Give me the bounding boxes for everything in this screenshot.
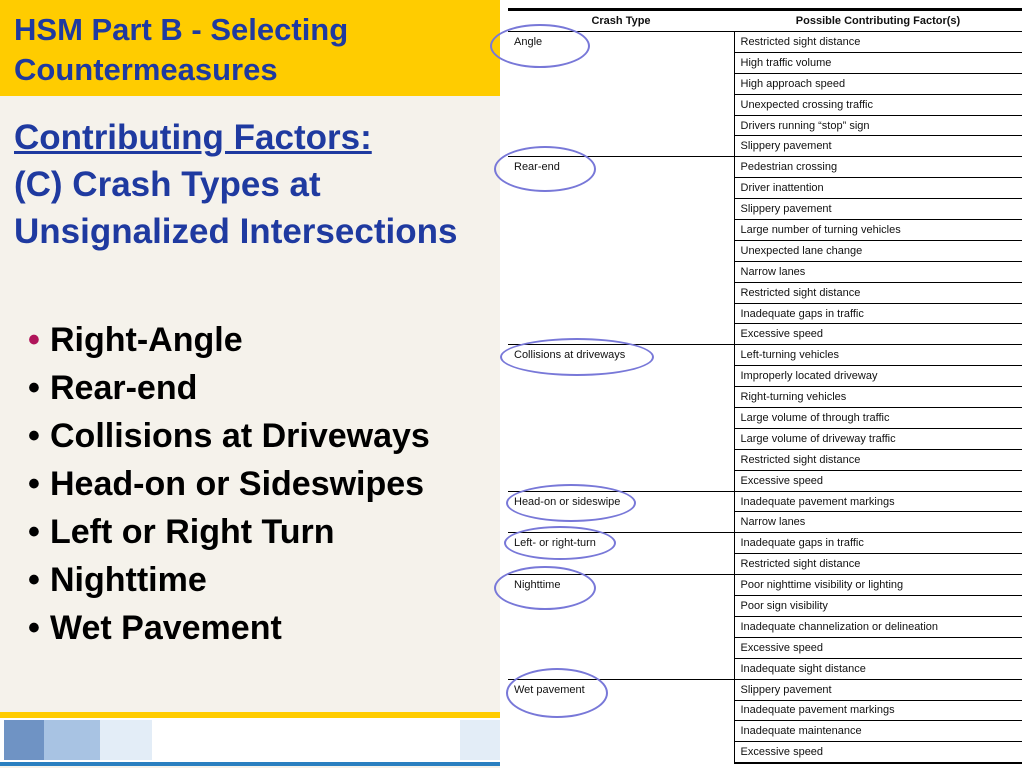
footer-block-dark	[4, 720, 44, 760]
contributing-factor-cell: Excessive speed	[734, 637, 1022, 658]
contributing-factor-cell: Slippery pavement	[734, 136, 1022, 157]
contributing-factor-cell: Excessive speed	[734, 470, 1022, 491]
annotation-circle	[506, 668, 608, 718]
bullet-text: Left or Right Turn	[50, 513, 335, 551]
contributing-factor-cell: Unexpected crossing traffic	[734, 94, 1022, 115]
contributing-factor-cell: Unexpected lane change	[734, 240, 1022, 261]
contributing-factor-cell: Restricted sight distance	[734, 282, 1022, 303]
contributing-factor-cell: Excessive speed	[734, 742, 1022, 763]
contributing-factor-cell: Improperly located driveway	[734, 366, 1022, 387]
slide-heading	[14, 114, 494, 255]
bullet-dot: •	[28, 369, 40, 407]
title-band	[0, 0, 500, 96]
contributing-factor-cell: High traffic volume	[734, 52, 1022, 73]
crash-type-cell: Head-on or sideswipe	[508, 491, 734, 533]
crash-type-cell: Left- or right-turn	[508, 533, 734, 575]
column-header-crash-type: Crash Type	[508, 10, 734, 32]
bullet-item	[28, 316, 430, 364]
contributing-factor-cell: Pedestrian crossing	[734, 157, 1022, 178]
contributing-factor-cell: Poor sign visibility	[734, 596, 1022, 617]
bullet-item	[28, 604, 430, 652]
contributing-factor-cell: Restricted sight distance	[734, 554, 1022, 575]
footer-block-light-right	[460, 720, 500, 760]
footer-blue-line	[0, 762, 500, 766]
heading-underlined: Contributing Factors:	[14, 118, 372, 157]
crash-type-cell: Collisions at driveways	[508, 345, 734, 491]
contributing-factor-cell: Left-turning vehicles	[734, 345, 1022, 366]
bullet-dot: •	[28, 417, 40, 455]
contributing-factor-cell: Inadequate maintenance	[734, 721, 1022, 742]
contributing-factor-cell: Inadequate sight distance	[734, 658, 1022, 679]
slide-title: HSM Part B - Selecting Countermeasures	[14, 12, 349, 87]
bullet-text: Head-on or Sideswipes	[50, 465, 425, 503]
contributing-factor-cell: Right-turning vehicles	[734, 387, 1022, 408]
bullet-item	[28, 556, 430, 604]
bullet-item	[28, 460, 430, 508]
contributing-factor-cell: Narrow lanes	[734, 261, 1022, 282]
crash-type-cell: Angle	[514, 36, 543, 48]
bullet-item	[28, 364, 430, 412]
bullet-text: Collisions at Driveways	[50, 417, 430, 455]
contributing-factor-cell: Inadequate pavement markings	[734, 700, 1022, 721]
bullet-item	[28, 412, 430, 460]
contributing-factor-cell: Driver inattention	[734, 178, 1022, 199]
annotation-circle	[500, 338, 654, 376]
bullet-dot: •	[28, 465, 40, 503]
annotation-circle	[494, 566, 596, 610]
bullet-text: Wet Pavement	[50, 609, 282, 647]
contributing-factor-cell: Large number of turning vehicles	[734, 220, 1022, 241]
crash-type-cell: Rear-end	[508, 157, 734, 345]
contributing-factor-cell: Excessive speed	[734, 324, 1022, 345]
bullet-text: Rear-end	[50, 369, 198, 407]
crash-type-table-container	[508, 8, 1022, 764]
footer-block-light	[100, 720, 152, 760]
bullet-text: Nighttime	[50, 561, 207, 599]
crash-type-table	[508, 8, 1022, 764]
bullet-dot: •	[28, 561, 40, 599]
contributing-factor-cell: Inadequate channelization or delineation	[734, 616, 1022, 637]
annotation-circle	[504, 526, 616, 560]
annotation-circle	[506, 484, 636, 522]
annotation-circle	[490, 24, 590, 68]
contributing-factor-cell: Inadequate gaps in traffic	[734, 533, 1022, 554]
heading-subtitle: (C) Crash Types at Unsignalized Intersections	[14, 165, 458, 251]
bullet-dot: •	[28, 609, 40, 647]
contributing-factor-cell: Restricted sight distance	[734, 449, 1022, 470]
contributing-factor-cell: Restricted sight distance	[734, 32, 1022, 53]
contributing-factor-cell: Narrow lanes	[734, 512, 1022, 533]
table-header-row	[508, 10, 1022, 32]
contributing-factor-cell: Slippery pavement	[734, 199, 1022, 220]
contributing-factor-cell: Slippery pavement	[734, 679, 1022, 700]
crash-type-cell: Nighttime	[508, 575, 734, 679]
bullet-list	[28, 316, 430, 652]
crash-type-cell: Wet pavement	[508, 679, 734, 763]
contributing-factor-cell: Inadequate gaps in traffic	[734, 303, 1022, 324]
contributing-factor-cell: Large volume of through traffic	[734, 408, 1022, 429]
contributing-factor-cell: High approach speed	[734, 73, 1022, 94]
bullet-text: Right-Angle	[50, 321, 243, 359]
contributing-factor-cell: Poor nighttime visibility or lighting	[734, 575, 1022, 596]
footer-block-mid	[44, 720, 100, 760]
contributing-factor-cell: Drivers running “stop” sign	[734, 115, 1022, 136]
bullet-item	[28, 508, 430, 556]
bullet-dot: •	[28, 321, 40, 359]
annotation-circle	[494, 146, 596, 192]
bullet-dot: •	[28, 513, 40, 551]
column-header-factors: Possible Contributing Factor(s)	[734, 10, 1022, 32]
contributing-factor-cell: Inadequate pavement markings	[734, 491, 1022, 512]
contributing-factor-cell: Large volume of driveway traffic	[734, 428, 1022, 449]
